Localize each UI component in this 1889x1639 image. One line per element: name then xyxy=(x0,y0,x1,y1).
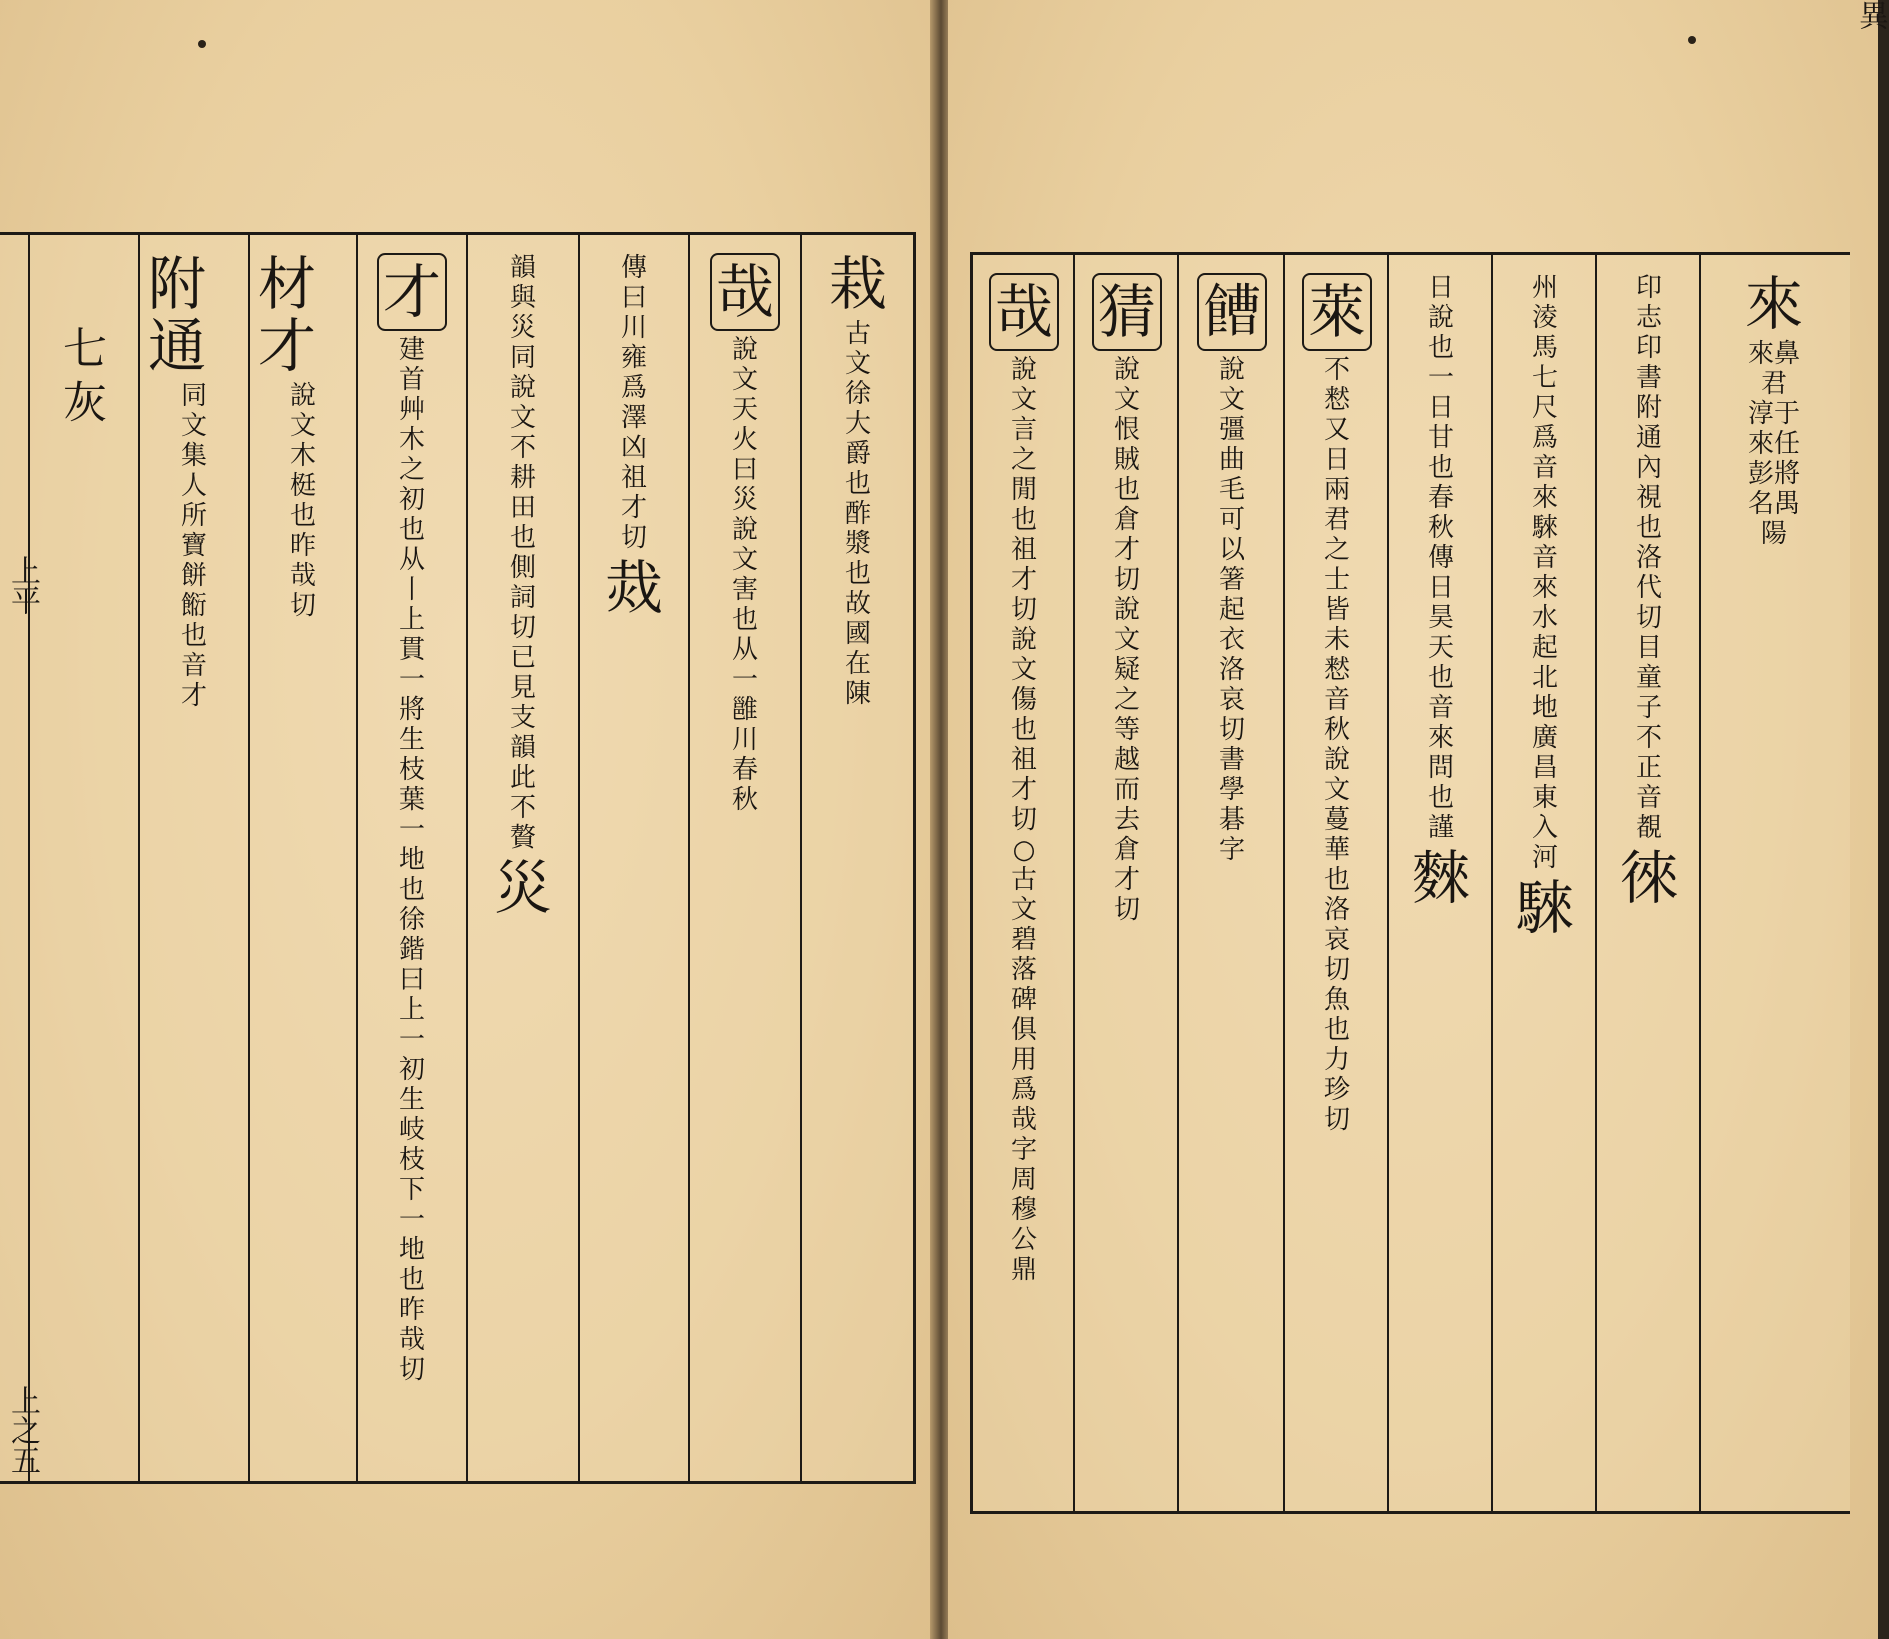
running-head: 異 xyxy=(1853,0,1888,30)
column-glyph: 萊 xyxy=(1302,273,1372,351)
column xyxy=(1293,273,1381,1493)
column-glyph: 材才 xyxy=(258,250,317,380)
ink-dot xyxy=(1688,36,1696,44)
column-note: 傳曰川雍爲澤凶祖才切 xyxy=(620,253,647,553)
running-head: 上平 xyxy=(5,555,40,615)
column-note: 說文彊曲毛可以箸起衣洛哀切 書學 碁字 xyxy=(1218,355,1245,865)
column xyxy=(1397,273,1485,1493)
column-glyph: 𩞄 xyxy=(1197,273,1267,351)
column-glyph: 猜 xyxy=(1092,273,1162,351)
column-note: 日說也一日甘也春秋傳日昊天 也音來 問也謹 xyxy=(1427,273,1454,843)
left-text-frame xyxy=(0,232,916,1484)
column-glyph: 麳 xyxy=(1411,844,1470,912)
column xyxy=(258,250,348,1463)
column xyxy=(148,250,240,1463)
right-text-frame xyxy=(970,252,1850,1514)
column-note: 建首艸木之初也从丨上貫一將生枝葉一地也徐鍇曰上一初生岐枝下一地也昨哉切 xyxy=(398,335,425,1385)
column-glyph: 栽 xyxy=(828,250,887,318)
column xyxy=(979,273,1069,1493)
column xyxy=(1083,273,1171,1493)
column xyxy=(588,253,680,1463)
column-glyph: 徠 xyxy=(1619,844,1678,912)
column xyxy=(366,253,458,1463)
column-note: 來鼻君 淳于 來任 彭將 名禺 陽 xyxy=(1747,339,1800,549)
column-note: 古文 徐 大爵也 酢漿也 故國在陳 xyxy=(844,319,871,709)
column xyxy=(476,253,570,1463)
column-glyph: 災 xyxy=(493,854,552,922)
column-glyph: 附通 xyxy=(148,250,207,380)
column xyxy=(1187,273,1277,1493)
column-note: 州淩馬七尺爲 音來 騋音來 水起北地廣昌東入河 xyxy=(1531,273,1558,873)
folio: 上之五 xyxy=(5,1385,40,1475)
column-note: 印 志 印書 附通 內視也 洛代切 目童子不正音覩 xyxy=(1635,273,1662,843)
column xyxy=(698,253,792,1463)
column-note: 同文集 人所寶 餅餰也 音才 xyxy=(180,381,207,711)
section-heading: 七灰 xyxy=(55,325,106,433)
column-note: 不慭又日兩君之士皆未慭音秋 說文蔓華也洛哀切 魚也力珍切 xyxy=(1323,355,1350,1135)
column xyxy=(1605,273,1693,1493)
column-glyph: 烖 xyxy=(604,554,663,622)
column-note: 說文木梃也昨哉切 xyxy=(289,381,316,621)
column xyxy=(810,250,906,1463)
column-glyph: 哉 xyxy=(710,253,780,331)
column-note: 說文天火曰災說文害也从一雝川春秋 xyxy=(731,335,758,815)
column-note: 說文恨賊也倉才切 說文疑之等越 而去倉才切 xyxy=(1113,355,1140,925)
column-glyph: 哉 xyxy=(989,273,1059,351)
left-page xyxy=(0,0,936,1639)
ink-dot xyxy=(198,40,206,48)
column-glyph: 來 xyxy=(1744,270,1803,338)
right-page xyxy=(948,0,1888,1639)
column-glyph: 才 xyxy=(377,253,447,331)
column-note: 韻與災同說文不耕田也側詞切已見支韻此不贅 xyxy=(509,253,536,853)
column xyxy=(1709,270,1839,1493)
column-note: 說文言之閒也祖才切 說文傷也祖才切○古文碧落碑俱用爲哉字 周穆公鼎 xyxy=(1010,355,1037,1285)
column-glyph: 騋 xyxy=(1515,874,1574,942)
column xyxy=(1501,273,1589,1493)
